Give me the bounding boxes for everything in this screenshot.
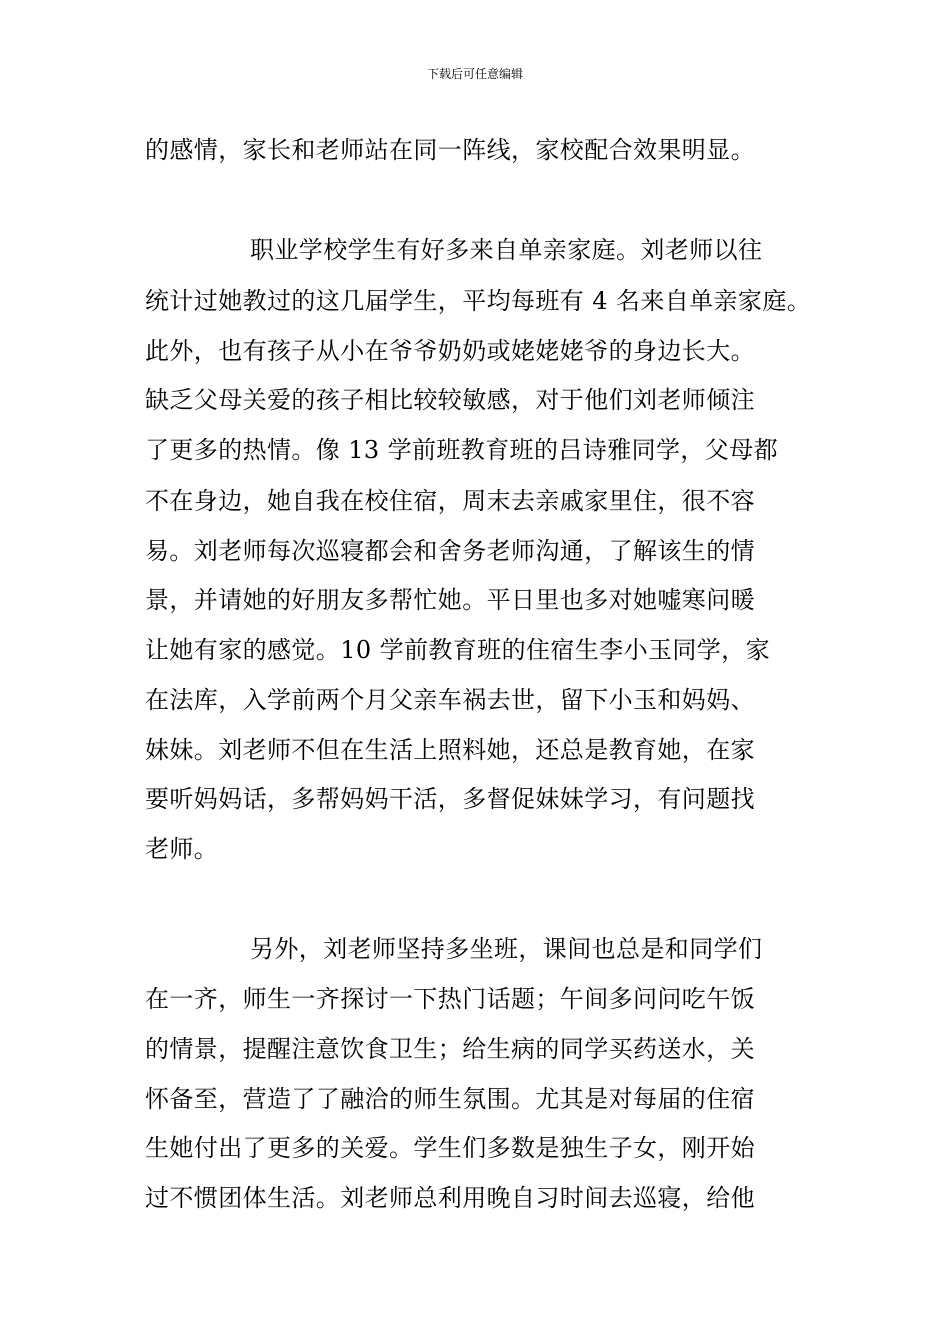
paragraph-2-line-1: 职业学校学生有好多来自单亲家庭。刘老师以往: [250, 236, 763, 264]
paragraph-2-line-7: 易。刘老师每次巡寝都会和舍务老师沟通，了解该生的情: [145, 537, 755, 565]
paragraph-2-line-6: 不在身边，她自我在校住宿，周末去亲戚家里住，很不容: [145, 487, 755, 515]
paragraph-3-line-5: 生她付出了更多的关爱。学生们多数是独生子女，刚开始: [145, 1134, 755, 1162]
paragraph-2-line-13: 老师。: [145, 835, 219, 863]
paragraph-3-line-1: 另外，刘老师坚持多坐班，课间也总是和同学们: [250, 935, 763, 963]
paragraph-3-line-3: 的情景，提醒注意饮食卫生；给生病的同学买药送水，关: [145, 1035, 755, 1063]
paragraph-2-line-8: 景，并请她的好朋友多帮忙她。平日里也多对她嘘寒问暖: [145, 586, 755, 614]
paragraph-3-line-2: 在一齐，师生一齐探讨一下热门话题；午间多问问吃午饭: [145, 985, 755, 1013]
paragraph-2-line-9: 让她有家的感觉。10 学前教育班的住宿生李小玉同学，家: [145, 636, 770, 664]
page-header: 下载后可任意编辑: [426, 67, 523, 81]
paragraph-1-line-1: 的感情，家长和老师站在同一阵线，家校配合效果明显。: [145, 136, 755, 164]
paragraph-2-line-12: 要听妈妈话，多帮妈妈干活，多督促妹妹学习，有问题找: [145, 785, 755, 813]
paragraph-2-line-5: 了更多的热情。像 13 学前班教育班的吕诗雅同学，父母都: [145, 436, 778, 464]
paragraph-2-line-11: 妹妹。刘老师不但在生活上照料她，还总是教育她，在家: [145, 736, 755, 764]
paragraph-2-line-3: 此外，也有孩子从小在爷爷奶奶或姥姥姥爷的身边长大。: [145, 337, 755, 365]
paragraph-2-line-2: 统计过她教过的这几届学生，平均每班有 4 名来自单亲家庭。: [145, 287, 812, 315]
paragraph-3-line-4: 怀备至，营造了了融洽的师生氛围。尤其是对每届的住宿: [145, 1085, 755, 1113]
paragraph-2-line-4: 缺乏父母关爱的孩子相比较较敏感，对于他们刘老师倾注: [145, 386, 755, 414]
paragraph-3-line-6: 过不惯团体生活。刘老师总利用晚自习时间去巡寝，给他: [145, 1184, 755, 1212]
paragraph-2-line-10: 在法库，入学前两个月父亲车祸去世，留下小玉和妈妈、: [145, 686, 755, 714]
